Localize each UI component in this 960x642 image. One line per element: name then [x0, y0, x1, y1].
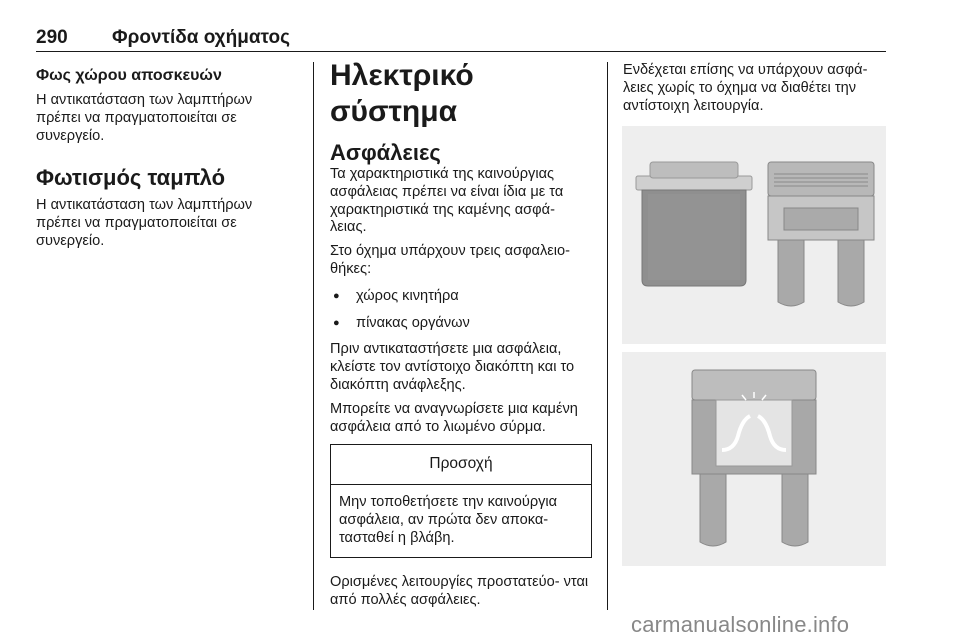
- dashboard-light-text: Η αντικατάσταση των λαμπτήρων πρέπει να πραγματοποιείται σε συνεργείο.: [36, 197, 253, 249]
- fuses-paragraph-5: Ορισμένες λειτουργίες προστατεύο- νται από πολλές ασφάλειες.: [330, 573, 589, 608]
- luggage-light-text: Η αντικατάσταση των λαμπτήρων πρέπει να πραγματοποιείται σε συνεργείο.: [36, 92, 253, 144]
- page-header: [36, 27, 886, 51]
- fuse-figure-top: [622, 126, 886, 344]
- column-left: [36, 62, 298, 251]
- blown-fuse: [692, 370, 816, 546]
- dashboard-light-heading: Φωτισμός ταμπλό: [36, 165, 226, 191]
- fuses-paragraph-1: Τα χαρακτηριστικά της καινούργιας ασφάλειας πρέπει να είναι ίδια με τα χαρακτηριστικά της καμένης ασφά- λειας.: [330, 166, 564, 236]
- header-divider: [36, 51, 886, 52]
- fuses-heading: Ασφάλειες: [330, 140, 441, 165]
- fuses-paragraph-4: Μπορείτε να αναγνωρίσετε μια καμένη ασφάλεια από το λιωμένο σύρμα.: [330, 400, 578, 435]
- caution-text: Μην τοποθετήσετε την καινούργια ασφάλεια, αν πρώτα δεν αποκα- τασταθεί η βλάβη.: [339, 494, 558, 546]
- caution-box: [330, 444, 592, 557]
- blown-fuse-illustration: [622, 352, 886, 566]
- watermark: carmanualsonline.info: [631, 612, 850, 637]
- fuse-front-view: [768, 162, 874, 306]
- fuses-paragraph-3: Πριν αντικαταστήσετε μια ασφάλεια, κλείστε τον αντίστοιχο διακόπτη και το διακόπτη ανάφλεξης.: [330, 341, 575, 393]
- luggage-light-heading: Φως χώρου αποσκευών: [36, 67, 222, 84]
- column-divider-2: [607, 62, 608, 610]
- fuses-paragraph-2: Στο όχημα υπάρχουν τρεις ασφαλειο- θήκες:: [330, 243, 571, 277]
- spare-fuses-text: Ενδέχεται επίσης να υπάρχουν ασφά- λειες χωρίς το όχημα να διαθέτει την αντίστοιχη λειτουργία.: [623, 62, 868, 114]
- list-item: ● πίνακας οργάνων: [330, 315, 594, 333]
- column-divider-1: [313, 62, 314, 610]
- fuse-figure-bottom: [622, 352, 886, 566]
- fuse-side-view: [636, 162, 752, 286]
- list-item: ● χώρος κινητήρα: [330, 288, 594, 306]
- fuse-box-list: [330, 288, 594, 333]
- column-right: [623, 62, 888, 115]
- column-middle: [330, 59, 594, 609]
- chapter-title: Φροντίδα οχήματος: [112, 27, 290, 48]
- electrical-system-heading: Ηλεκτρικό σύστημα: [330, 59, 474, 128]
- caution-title: Προσοχή: [331, 445, 591, 485]
- page-number: 290: [36, 27, 68, 48]
- fuse-illustration-pair: [622, 126, 886, 344]
